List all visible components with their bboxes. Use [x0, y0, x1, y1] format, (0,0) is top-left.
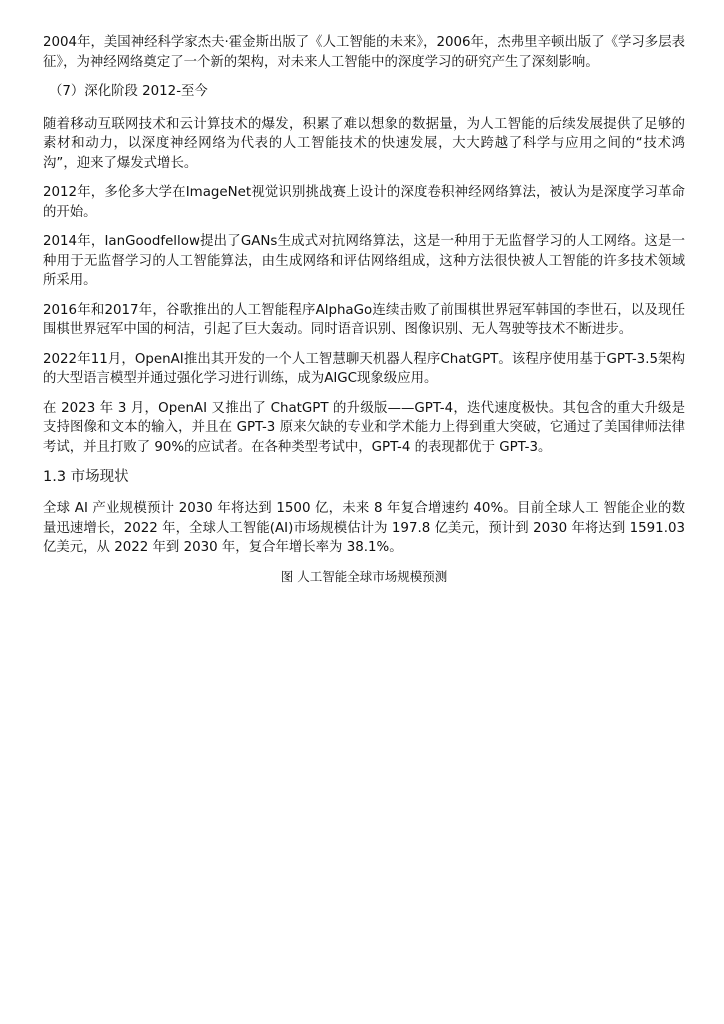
paragraph-2016-alphago: 2016年和2017年，谷歌推出的人工智能程序AlphaGo连续击败了前围棋世界冠军韩国的李世石，以及现任围棋世界冠军中国的柯洁，引起了巨大轰动。同时语音识别、图像识别、无人驾驶等技术不断进步。 — [43, 302, 685, 337]
document-page — [43, 33, 685, 586]
paragraph-2004-2006: 2004年，美国神经科学家杰夫·霍金斯出版了《人工智能的未来》，2006年，杰弗里辛顿出版了《学习多层表征》，为神经网络奠定了一个新的架构，对未来人工智能中的深度学习的研究产生了深刻影响。 — [43, 35, 685, 70]
paragraph-2022-chatgpt: 2022年11月，OpenAI推出其开发的一个人工智慧聊天机器人程序ChatGPT。该程序使用基于GPT-3.5架构的大型语言模型并通过强化学习进行训练，成为AIGC现象级应用。 — [43, 351, 685, 386]
figure-caption: 图 人工智能全球市场规模预测 — [280, 568, 448, 584]
paragraph-mobile-cloud: 随着移动互联网技术和云计算技术的爆发，积累了难以想象的数据量，为人工智能的后续发展提供了足够的素材和动力，以深度神经网络为代表的人工智能技术的快速发展，大大跨越了科学与应用之间的“技术鸿沟”，迎来了爆发式增长。 — [43, 116, 685, 171]
paragraph-market-size: 全球 AI 产业规模预计 2030 年将达到 1500 亿，未来 8 年复合增速约 40%。目前全球人工 智能企业的数量迅速增长，2022 年，全球人工智能(AI)市场规模估计为 197.8 亿美元，预计到 2030 年将达到 1591.03 亿美元，从 2022 年到 2030 年，复合年增长率为 38.1%。 — [43, 501, 685, 555]
subheading-deepening-stage: （7）深化阶段 2012-至今 — [49, 84, 208, 99]
section-title-market: 1.3 市场现状 — [43, 469, 129, 485]
paragraph-2014-gans: 2014年，IanGoodfellow提出了GANs生成式对抗网络算法，这是一种用于无监督学习的人工网络。这是一种用于无监督学习的人工智能算法，由生成网络和评估网络组成，这种方法很快被人工智能的许多技术领域所采用。 — [43, 234, 685, 288]
paragraph-2012-imagenet: 2012年，多伦多大学在ImageNet视觉识别挑战赛上设计的深度卷积神经网络算法，被认为是深度学习革命的开始。 — [43, 185, 685, 220]
paragraph-2023-gpt4: 在 2023 年 3 月，OpenAI 又推出了 ChatGPT 的升级版——GPT-4，迭代速度极快。其包含的重大升级是支持图像和文本的输入，并且在 GPT-3 原来欠缺的专业和学术能力上得到重大突破，它通过了美国律师法律考试，并且打败了 90%的应试者。在各种类型考试中，GPT-4 的表现都优于 GPT-3。 — [43, 400, 685, 455]
